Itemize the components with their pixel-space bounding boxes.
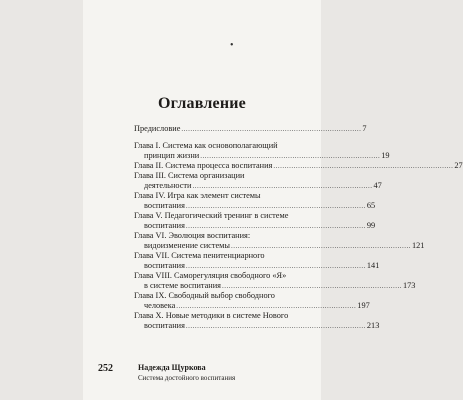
toc-entry-label: Глава IX. Свободный выбор свободного — [134, 291, 275, 300]
leader-dots: ................................................................................ — [176, 302, 357, 310]
footer-author: Надежда Щуркова — [138, 363, 206, 372]
toc-entry-chapter-7-cont — [144, 261, 380, 271]
toc-page-number: 19 — [381, 151, 390, 160]
toc-entry-label: деятельности — [144, 181, 192, 190]
toc-entry-label: воспитания — [144, 221, 185, 230]
leader-dots: ................................................................................ — [230, 242, 411, 250]
leader-dots: ................................................................................ — [185, 322, 366, 330]
page-title: Оглавление — [158, 95, 246, 112]
toc-entry-label: воспитания — [144, 321, 185, 330]
toc-entry-label: человека — [144, 301, 176, 310]
toc-entry-label: Глава IV. Игра как элемент системы — [134, 191, 261, 200]
leader-dots: ................................................................................ — [273, 162, 454, 170]
toc-entry-chapter-9 — [134, 291, 307, 301]
leader-dots: ................................................................................ — [181, 125, 362, 133]
toc-entry-label: принцип жизни — [144, 151, 200, 160]
page-mark: • — [230, 40, 234, 51]
toc-page-number: 141 — [366, 261, 380, 270]
toc-entry-chapter-4-cont — [144, 201, 376, 211]
toc-entry-label: воспитания — [144, 261, 185, 270]
toc-entry-chapter-5-cont — [144, 221, 376, 231]
leader-dots: ................................................................................ — [222, 282, 402, 290]
toc-entry-label: Глава VI. Эволюция воспитания: — [134, 231, 251, 240]
toc-entry-label: Глава X. Новые методики в системе Нового — [134, 311, 289, 320]
toc-page-number: 65 — [366, 201, 376, 210]
footer-page-number: 252 — [98, 363, 113, 374]
toc-entry-label: Глава VIII. Саморегуляция свободного «Я» — [134, 271, 287, 280]
toc-entry-chapter-4 — [134, 191, 307, 201]
toc-page-number: 7 — [362, 124, 367, 133]
toc-page-number: 173 — [403, 281, 416, 290]
toc-page-number: 121 — [411, 241, 425, 250]
toc-entry-label: Предисловие — [134, 124, 181, 133]
toc-entry-label: видоизменение системы — [144, 241, 230, 250]
toc-page-number: 99 — [366, 221, 376, 230]
toc-page-number: 47 — [373, 181, 382, 190]
toc-entry-chapter-10 — [134, 311, 307, 321]
leader-dots: ................................................................................ — [192, 182, 373, 190]
toc-entry-chapter-1 — [134, 141, 307, 151]
toc-entry-chapter-3-cont — [144, 181, 382, 191]
toc-page-number: 213 — [366, 321, 380, 330]
toc-entry-label: Глава III. Система организации — [134, 171, 245, 180]
toc-entry-chapter-3 — [134, 171, 307, 181]
toc-page-number: 27 — [454, 161, 463, 170]
leader-dots: ................................................................................ — [185, 202, 366, 210]
toc-entry-chapter-10-cont — [144, 321, 380, 331]
toc-entry-label: Глава VII. Система пенитенциарного — [134, 251, 265, 260]
toc-page-number: 197 — [357, 301, 370, 310]
toc-entry-preface — [134, 124, 367, 134]
toc-entry-label: в системе воспитания — [144, 281, 221, 290]
leader-dots: ................................................................................ — [200, 152, 381, 160]
footer-book-title: Система достойного воспитания — [138, 374, 236, 382]
toc-entry-chapter-8-cont — [144, 281, 416, 291]
toc-entry-chapter-6 — [134, 231, 307, 241]
toc-entry-chapter-8 — [134, 271, 307, 281]
toc-entry-chapter-1-cont — [144, 151, 390, 161]
toc-entry-chapter-9-cont — [144, 301, 370, 311]
toc-entry-chapter-6-cont — [144, 241, 425, 251]
leader-dots: ................................................................................ — [185, 262, 366, 270]
leader-dots: ................................................................................ — [185, 222, 366, 230]
toc-entry-label: Глава I. Система как основополагающий — [134, 141, 278, 150]
toc-entry-chapter-5 — [134, 211, 307, 221]
toc-entry-label: Глава V. Педагогический тренинг в системе — [134, 211, 289, 220]
toc-entry-chapter-2 — [134, 161, 463, 171]
toc-entry-label: воспитания — [144, 201, 185, 210]
toc-entry-label: Глава II. Система процесса воспитания — [134, 161, 273, 170]
toc-entry-chapter-7 — [134, 251, 307, 261]
